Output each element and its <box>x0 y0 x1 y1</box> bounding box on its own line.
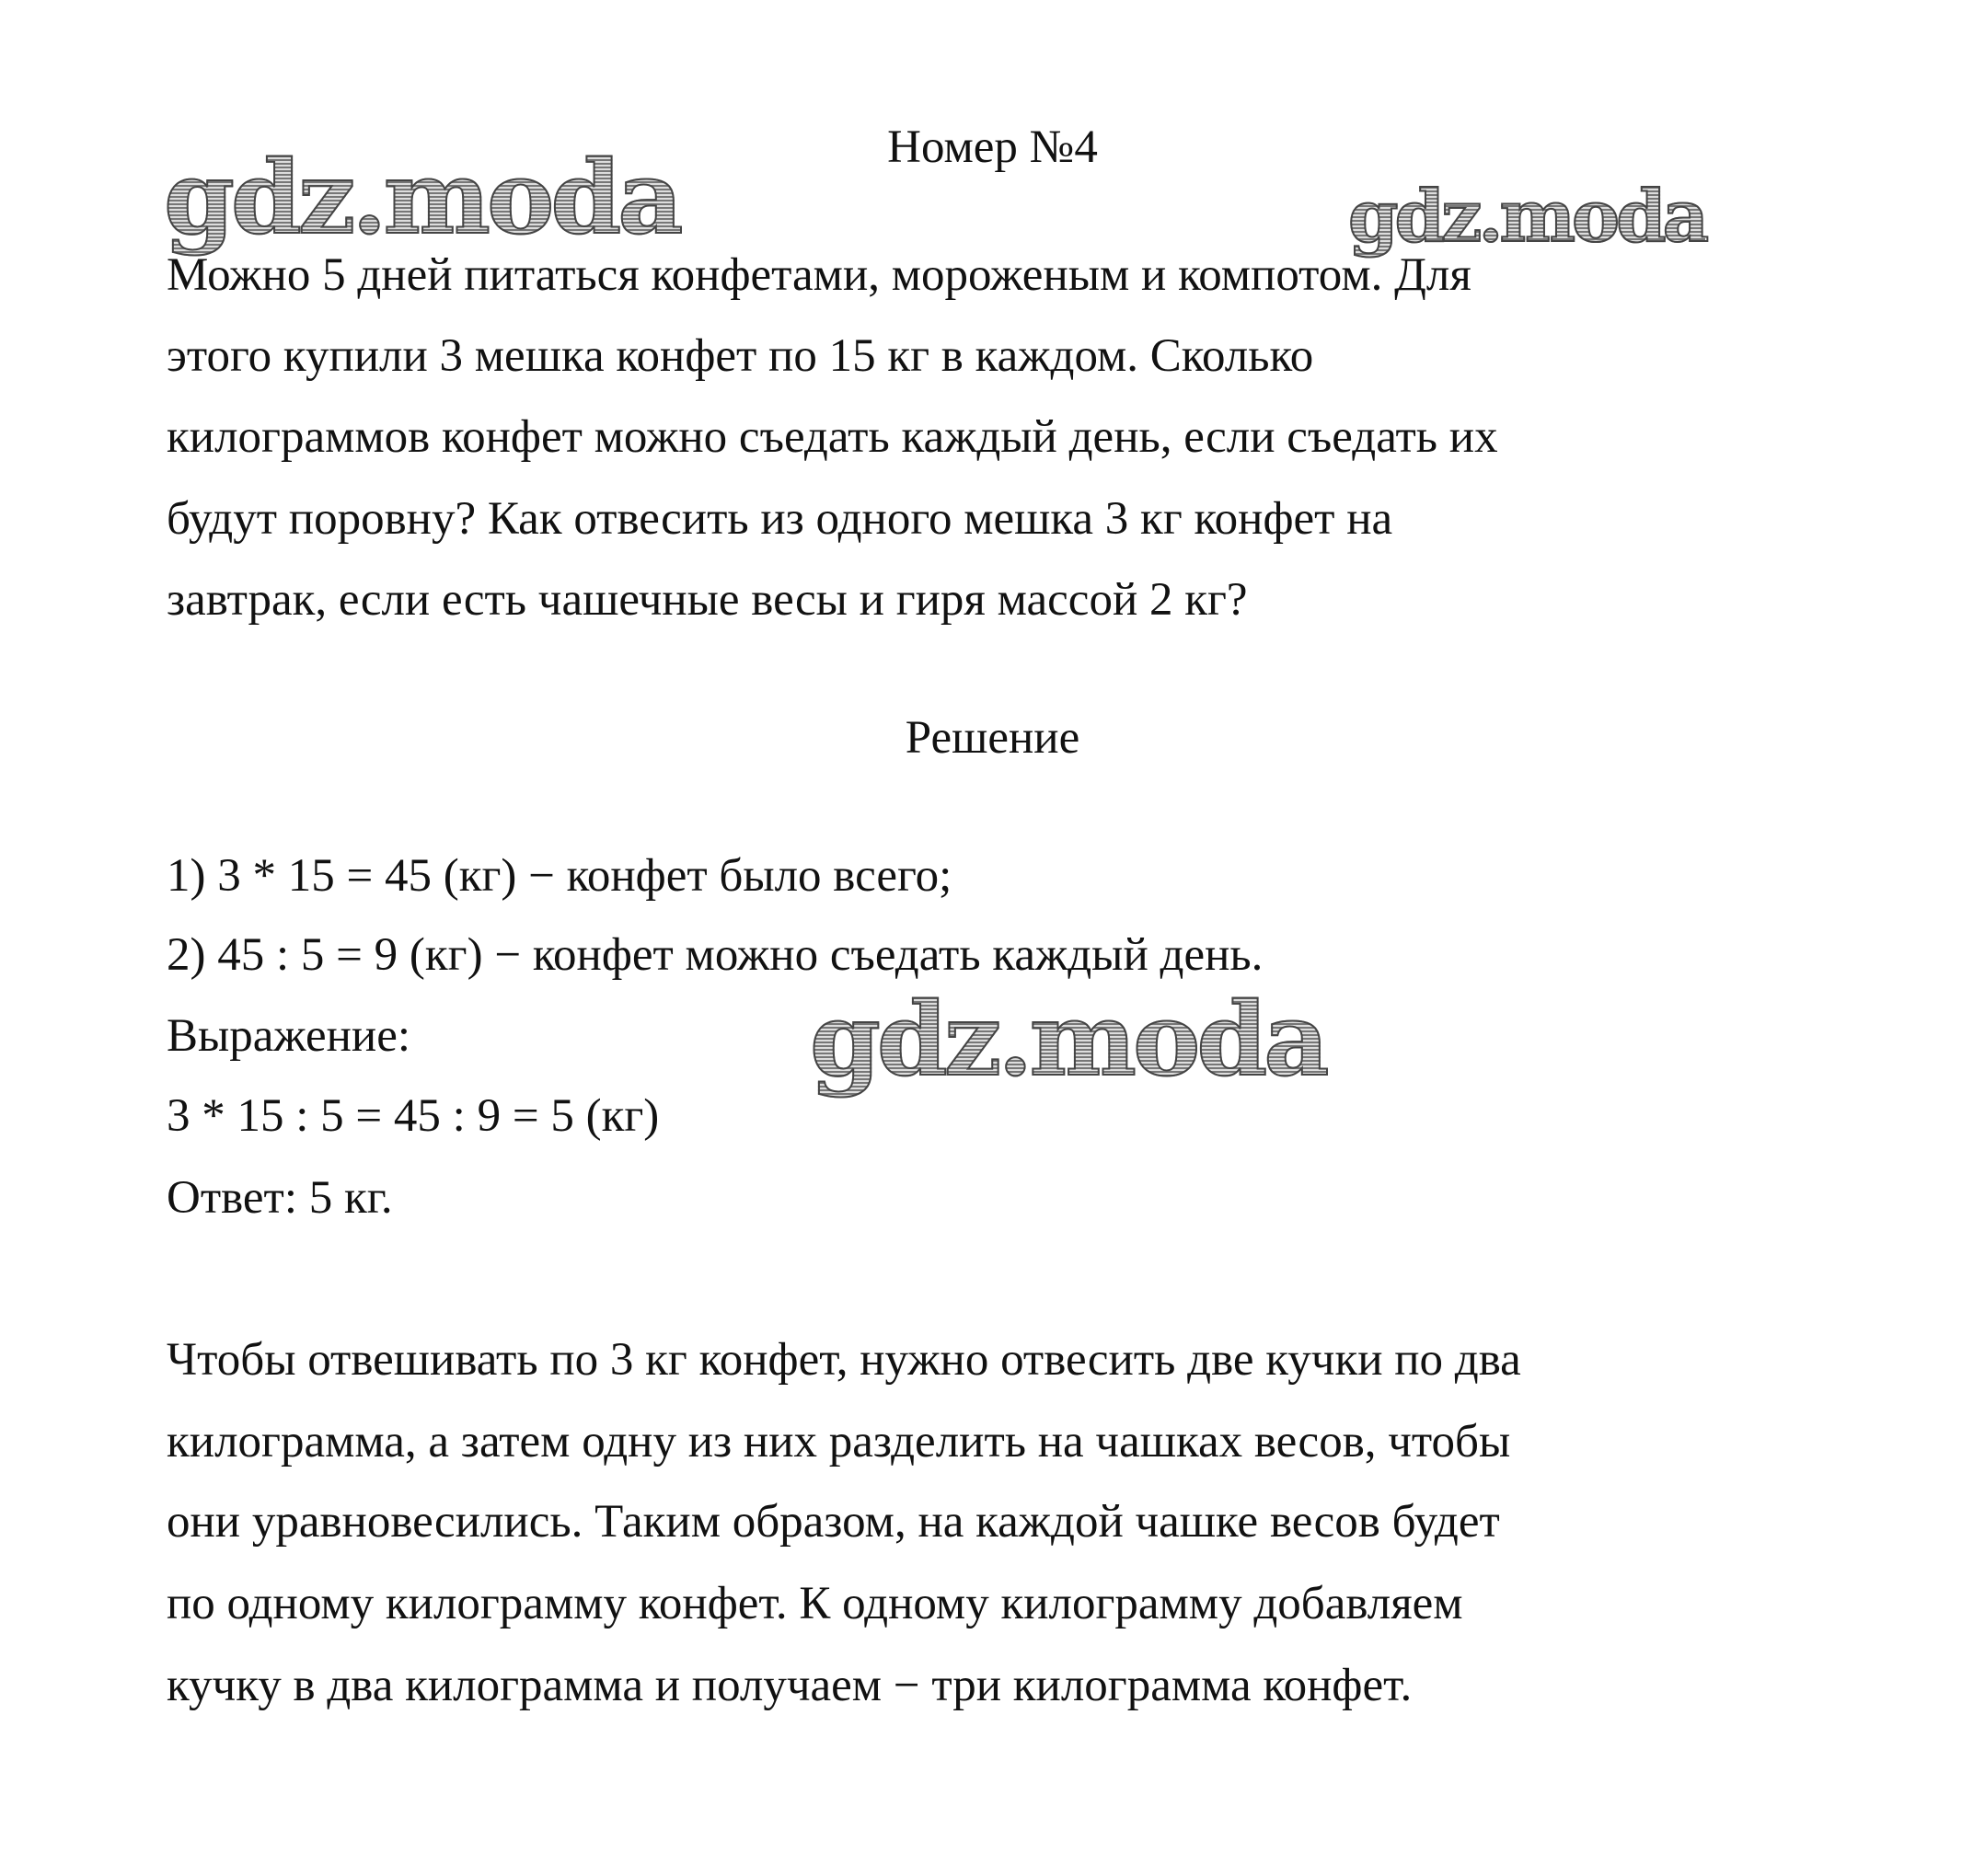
explanation-line: по одному килограмму конфет. К одному килограмму добавляем <box>167 1578 1463 1629</box>
solution-line: 3 * 15 : 5 = 45 : 9 = 5 (кг) <box>167 1090 660 1142</box>
explanation-line: кучку в два килограмма и получаем − три килограмма конфет. <box>167 1660 1413 1711</box>
watermark-logo: gdz.moda <box>164 138 680 257</box>
explanation-line: Чтобы отвешивать по 3 кг конфет, нужно отвесить две кучки по два <box>167 1334 1521 1386</box>
watermark-logo: gdz.moda <box>1348 175 1706 259</box>
problem-line: завтрак, если есть чашечные весы и гиря массой 2 кг? <box>167 574 1248 626</box>
problem-line: будут поровну? Как отвесить из одного мешка 3 кг конфет на <box>167 493 1393 545</box>
answer-line: Ответ: 5 кг. <box>167 1172 393 1224</box>
solution-heading: Решение <box>905 712 1080 764</box>
explanation-line: они уравновесились. Таким образом, на каждой чашке весов будет <box>167 1496 1500 1548</box>
solution-line: Выражение: <box>167 1010 411 1062</box>
solution-line: 2) 45 : 5 = 9 (кг) − конфет можно съедать каждый день. <box>167 929 1264 981</box>
solution-line: 1) 3 * 15 = 45 (кг) − конфет было всего; <box>167 850 952 902</box>
explanation-line: килограмма, а затем одну из них разделить на чашках весов, чтобы <box>167 1416 1511 1467</box>
watermark-logo: gdz.moda <box>810 980 1326 1099</box>
problem-line: Можно 5 дней питаться конфетами, мороженым и компотом. Для <box>167 249 1471 301</box>
problem-line: килограммов конфет можно съедать каждый день, если съедать их <box>167 411 1498 463</box>
problem-line: этого купили 3 мешка конфет по 15 кг в каждом. Сколько <box>167 330 1314 382</box>
page-title: Номер №4 <box>887 121 1098 173</box>
